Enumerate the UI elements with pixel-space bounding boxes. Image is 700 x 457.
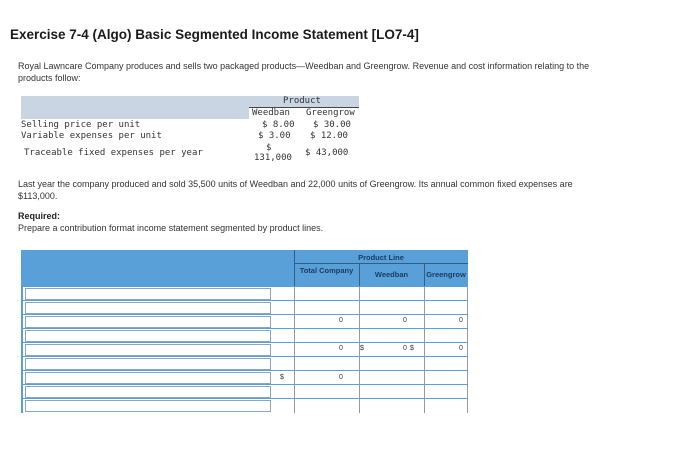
amount-cell[interactable] [294, 343, 359, 357]
product-header: Product [283, 96, 321, 106]
table-row [21, 314, 468, 329]
amount-cell[interactable] [294, 287, 359, 301]
col-greengrow: Greengrow [306, 108, 355, 118]
label-input[interactable] [25, 358, 271, 370]
amount-cell[interactable] [359, 385, 424, 399]
amount-cell[interactable] [294, 301, 359, 315]
amount-cell[interactable] [294, 399, 359, 413]
dollar-sign: $ [280, 374, 284, 381]
dollar-sign: $ [360, 345, 364, 352]
table-row [21, 300, 468, 315]
row-label-cell[interactable] [21, 399, 273, 413]
amount-cell [273, 315, 294, 329]
row-value: $ 12.00 [310, 131, 348, 141]
amount-cell[interactable] [359, 315, 424, 329]
total-value: 0 [339, 345, 343, 352]
table-row [21, 286, 468, 301]
label-input[interactable] [25, 372, 271, 384]
amount-cell[interactable] [359, 287, 424, 301]
amount-cell [273, 343, 294, 357]
amount-cell[interactable] [359, 329, 424, 343]
row-value: $ 3.00 [258, 131, 291, 141]
dollar-sign: $ [410, 345, 414, 352]
table-row [21, 328, 468, 343]
table-row [21, 384, 468, 399]
row-label-cell[interactable] [21, 329, 273, 343]
row-value: 131,000 [254, 153, 292, 163]
amount-cell[interactable] [424, 287, 468, 301]
label-input[interactable] [25, 386, 271, 398]
label-input[interactable] [25, 330, 271, 342]
row-label-cell[interactable] [21, 315, 273, 329]
exercise-title: Exercise 7-4 (Algo) Basic Segmented Income Statement [LO7-4] [10, 27, 419, 42]
amount-cell [273, 399, 294, 413]
weedban-value: 0 [403, 345, 407, 352]
amount-cell [273, 301, 294, 315]
row-label: Traceable fixed expenses per year [24, 148, 203, 158]
greengrow-value: 0 [459, 317, 463, 324]
greengrow-header: Greengrow [426, 270, 466, 279]
row-dollar: $ [266, 143, 272, 153]
label-input[interactable] [25, 400, 271, 412]
total-value: 0 [339, 374, 343, 381]
amount-cell[interactable] [359, 399, 424, 413]
product-info-table [21, 96, 359, 164]
weedban-header: Weedban [374, 270, 409, 279]
amount-cell[interactable] [424, 371, 468, 385]
table-row [21, 398, 468, 413]
amount-cell[interactable] [424, 329, 468, 343]
amount-cell[interactable] [294, 385, 359, 399]
intro-paragraph: Royal Lawncare Company produces and sells two packaged products—Weedban and Greengrow. Revenue and cost information relating to the products follow: [18, 61, 590, 83]
row-value: $ 43,000 [305, 148, 349, 158]
amount-cell[interactable] [359, 343, 424, 357]
label-input[interactable] [25, 288, 271, 300]
product-line-header: Product Line [358, 253, 404, 262]
amount-cell[interactable] [424, 357, 468, 371]
amount-cell[interactable] [294, 357, 359, 371]
row-label-cell[interactable] [21, 301, 273, 315]
col-weedban: Weedban [252, 108, 290, 118]
amount-cell[interactable] [359, 301, 424, 315]
label-input[interactable] [25, 344, 271, 356]
amount-cell[interactable] [359, 357, 424, 371]
required-text: Prepare a contribution format income statement segmented by product lines. [18, 223, 324, 233]
row-label-cell[interactable] [21, 371, 273, 385]
total-value: 0 [339, 317, 343, 324]
weedban-value: 0 [403, 317, 407, 324]
amount-cell [273, 385, 294, 399]
row-label: Variable expenses per unit [21, 131, 162, 141]
amount-cell[interactable] [359, 371, 424, 385]
row-label-cell[interactable] [21, 343, 273, 357]
table-row [21, 356, 468, 371]
table-row [21, 370, 468, 385]
amount-cell[interactable] [424, 301, 468, 315]
row-label-cell[interactable] [21, 385, 273, 399]
row-label-cell[interactable] [21, 287, 273, 301]
row-value: $ 8.00 [262, 120, 295, 130]
required-heading: Required: [18, 211, 61, 221]
label-input[interactable] [25, 316, 271, 328]
amount-cell[interactable] [424, 399, 468, 413]
amount-cell[interactable] [294, 371, 359, 385]
row-label-cell[interactable] [21, 357, 273, 371]
summary-paragraph: Last year the company produced and sold 35,500 units of Weedban and 22,000 units of Greengrow. Its annual common fixed expenses are $113,000. [18, 179, 573, 201]
amount-cell[interactable] [424, 385, 468, 399]
amount-cell [273, 329, 294, 343]
greengrow-value: 0 [459, 345, 463, 352]
amount-cell[interactable] [294, 315, 359, 329]
income-statement-grid [21, 250, 468, 386]
amount-cell [273, 287, 294, 301]
amount-cell[interactable] [294, 329, 359, 343]
total-company-header: Total Company [299, 266, 354, 275]
amount-cell [273, 357, 294, 371]
table-row [21, 342, 468, 357]
row-value: $ 30.00 [313, 120, 351, 130]
label-input[interactable] [25, 302, 271, 314]
row-label: Selling price per unit [21, 120, 141, 130]
